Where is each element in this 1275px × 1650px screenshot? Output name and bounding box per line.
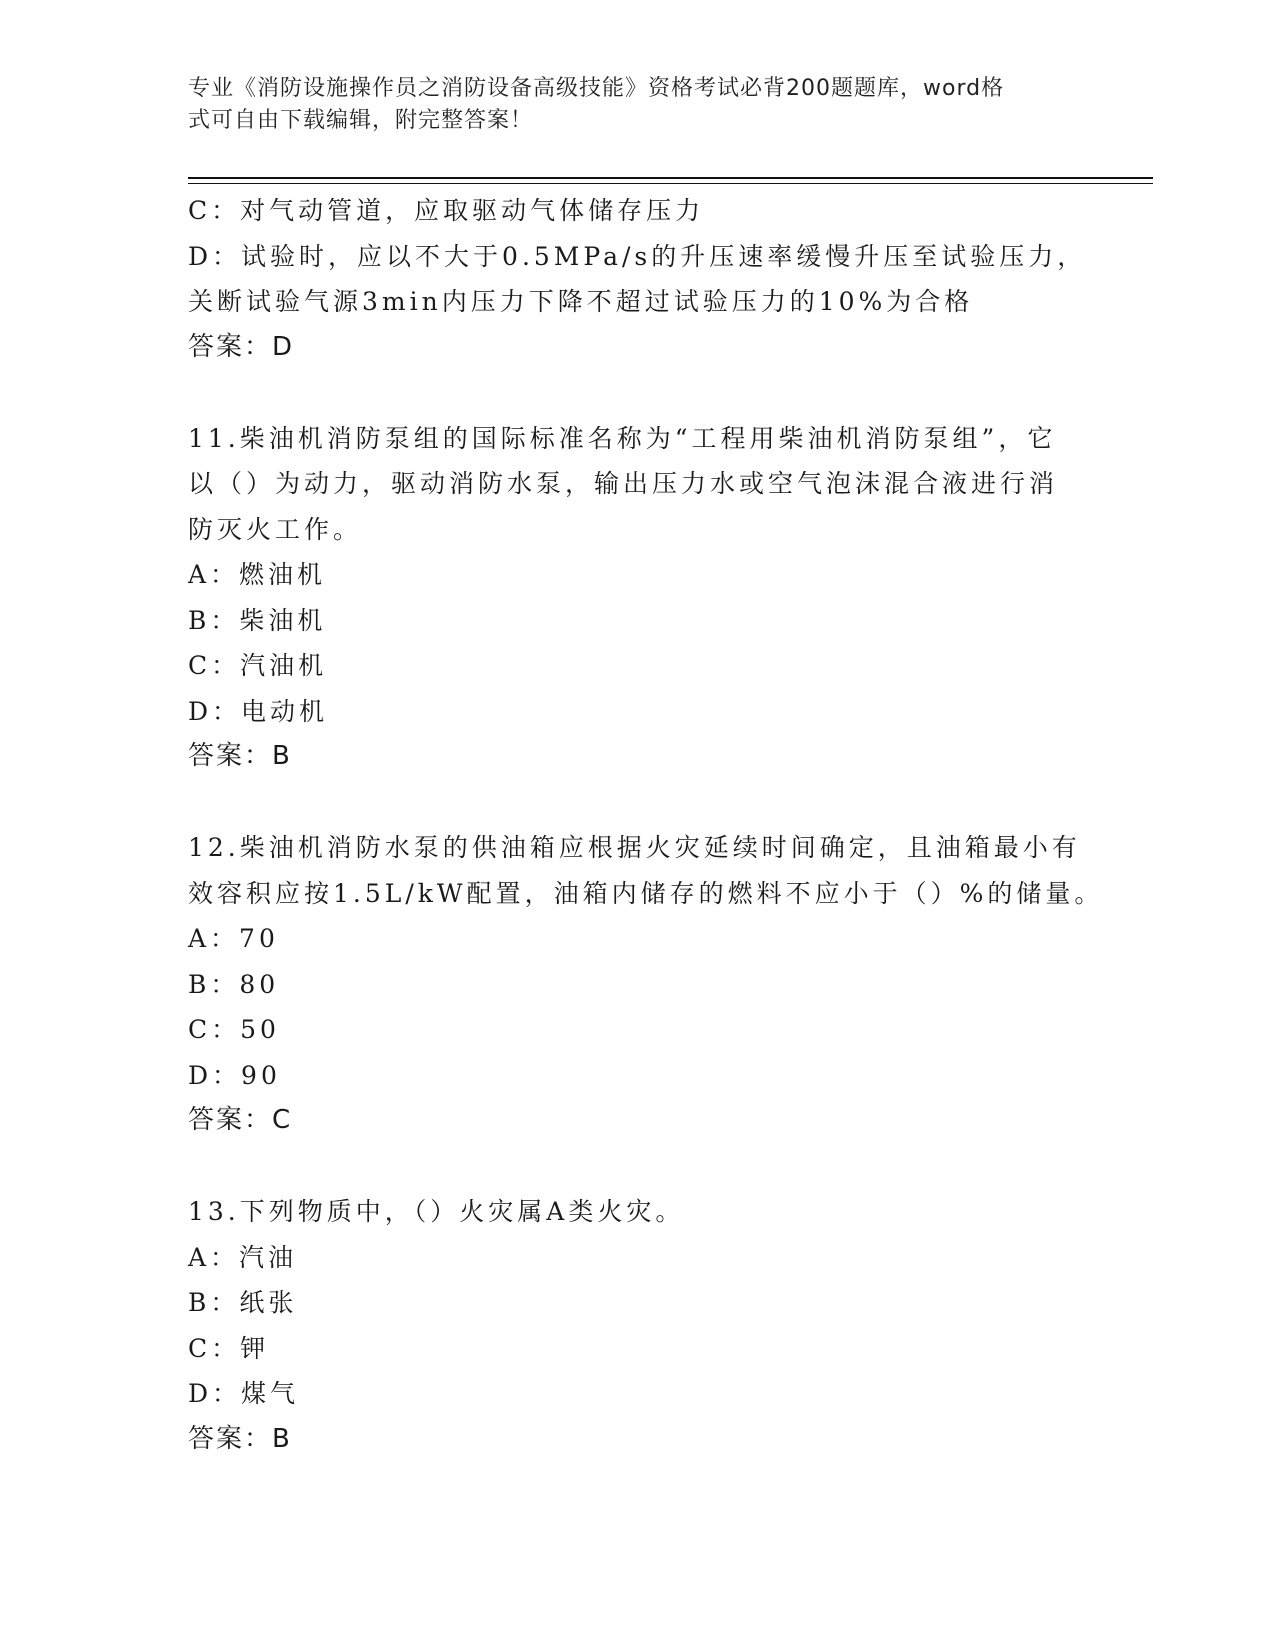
question-stem: 防灭火工作。 (188, 514, 363, 544)
answer-text: 答案：C (188, 1105, 293, 1135)
option-c: C：汽油机 (188, 651, 328, 680)
question-stem: 12.柴油机消防水泵的供油箱应根据火灾延续时间确定，且油箱最小有 (188, 833, 1081, 862)
option-b: B：80 (188, 969, 280, 999)
question-item (188, 416, 1088, 780)
option-a: A：70 (188, 924, 279, 953)
previous-question-tail (188, 188, 1088, 370)
header-line-1: 专业《消防设施操作员之消防设备高级技能》资格考试必背200题题库，word格 (188, 76, 1005, 101)
answer-text: 答案：B (188, 741, 292, 771)
option-c: C：50 (188, 1015, 280, 1044)
spacer (188, 1144, 1088, 1190)
header-divider-thin (188, 183, 1153, 184)
document-header (188, 73, 1068, 137)
answer-text: 答案：B (188, 1423, 292, 1454)
question-stem: 13.下列物质中，（）火灾属A类火灾。 (188, 1197, 685, 1226)
spacer (188, 780, 1088, 826)
option-b: B：纸张 (188, 1288, 298, 1317)
option-d: D：90 (188, 1060, 281, 1090)
question-item (188, 825, 1104, 1144)
option-d: D：试验时，应以不大于0.5MPa/s的升压速率缓慢升压至试验压力， (188, 241, 1087, 271)
option-c: C：钾 (188, 1333, 270, 1363)
question-stem: 11.柴油机消防泵组的国际标准名称为“工程用柴油机消防泵组”，它 (188, 423, 1057, 453)
header-divider-thick (188, 177, 1153, 179)
answer-text: 答案：D (188, 331, 295, 362)
question-item (188, 1189, 1088, 1462)
header-line-2: 式可自由下载编辑，附完整答案！ (188, 108, 534, 133)
question-stem: 以（）为动力，驱动消防水泵，输出压力水或空气泡沫混合液进行消 (188, 469, 1059, 498)
option-d: D：电动机 (188, 696, 329, 726)
question-list (188, 188, 1104, 1462)
spacer (188, 370, 1088, 416)
option-a: A：汽油 (188, 1242, 298, 1272)
question-stem: 效容积应按1.5L/kW配置，油箱内储存的燃料不应小于（）%的储量。 (188, 878, 1104, 908)
option-d: D：煤气 (188, 1379, 300, 1408)
option-a: A：燃油机 (188, 560, 327, 589)
option-b: B：柴油机 (188, 605, 327, 635)
option-d-continued: 关断试验气源3min内压力下降不超过试验压力的10%为合格 (188, 287, 974, 316)
option-c: C：对气动管道，应取驱动气体储存压力 (188, 196, 705, 225)
